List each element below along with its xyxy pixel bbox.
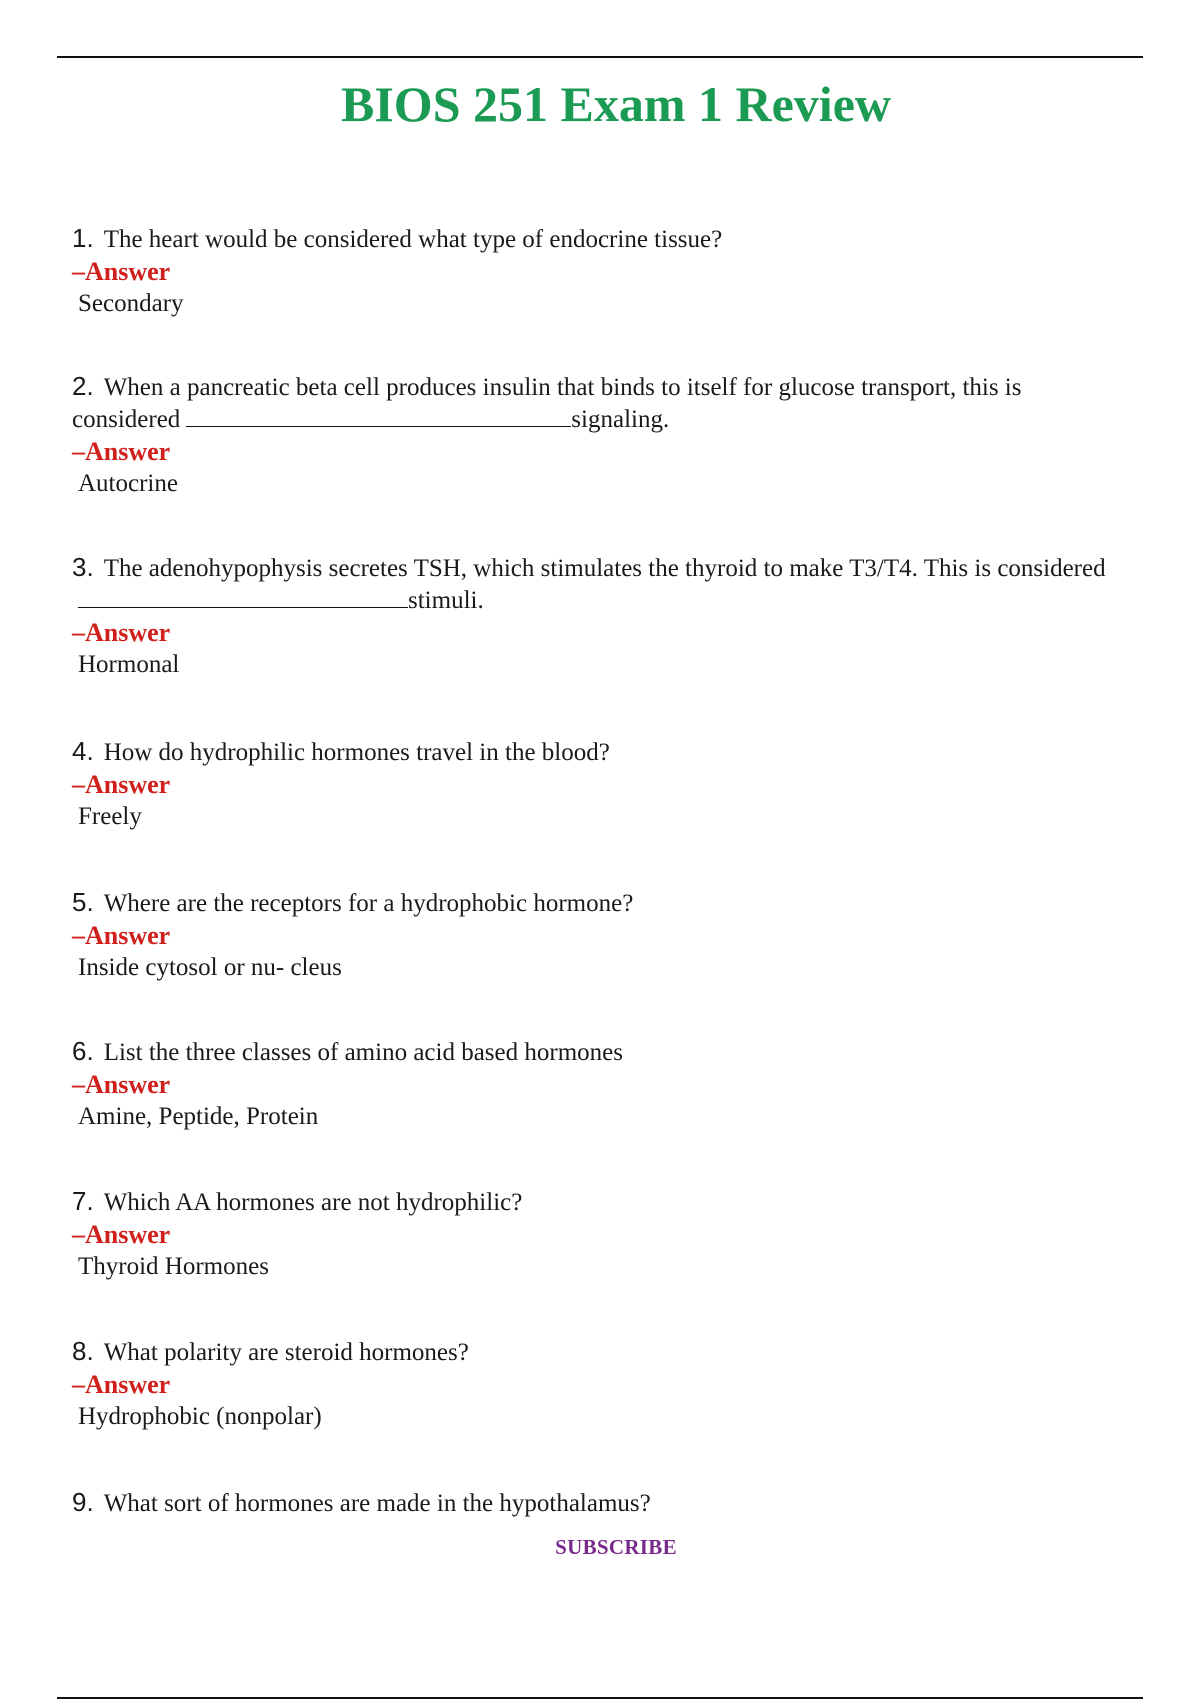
question-item-3	[72, 551, 1132, 681]
question-item-6	[72, 1035, 1132, 1133]
answer-label: –Answer	[72, 921, 171, 950]
question-prompt: What polarity are steroid hormones?	[103, 1339, 469, 1366]
question-text	[72, 886, 1132, 920]
question-number: 2.	[72, 371, 94, 401]
question-prompt: When a pancreatic beta cell produces insulin that binds to itself for glucose transport, this is considered	[72, 374, 1022, 433]
question-prompt: List the three classes of amino acid based hormones	[103, 1039, 623, 1066]
answer-text: Secondary	[78, 290, 184, 317]
subscribe-link[interactable]: SUBSCRIBE	[555, 1535, 677, 1559]
answer-label: –Answer	[72, 770, 171, 799]
answer-label: –Answer	[72, 257, 171, 286]
question-prompt: Where are the receptors for a hydrophobic hormone?	[103, 890, 634, 917]
question-prompt: The adenohypophysis secretes TSH, which stimulates the thyroid to make T3/T4. This is considered	[103, 555, 1106, 582]
answer-label: –Answer	[72, 618, 171, 647]
question-prompt: What sort of hormones are made in the hypothalamus?	[103, 1490, 651, 1517]
answer-text: Inside cytosol or nu- cleus	[78, 954, 342, 981]
question-number: 6.	[72, 1036, 94, 1066]
question-item-1	[72, 222, 1132, 320]
bottom-rule	[57, 1697, 1143, 1699]
question-number: 8.	[72, 1336, 94, 1366]
answer-label: –Answer	[72, 1070, 171, 1099]
question-prompt-end: signaling.	[571, 406, 670, 433]
fill-in-blank	[78, 587, 408, 608]
question-prompt: The heart would be considered what type of endocrine tissue?	[103, 226, 723, 253]
answer-label: –Answer	[72, 1220, 171, 1249]
question-item-2	[72, 370, 1132, 500]
answer-text: Thyroid Hormones	[78, 1253, 269, 1280]
page-title: BIOS 251 Exam 1 Review	[341, 76, 891, 132]
answer-label: –Answer	[72, 437, 171, 466]
question-prompt: Which AA hormones are not hydrophilic?	[103, 1189, 523, 1216]
question-item-5	[72, 886, 1132, 984]
question-number: 1.	[72, 223, 94, 253]
answer-text: Amine, Peptide, Protein	[78, 1103, 319, 1130]
answer-text: Hydrophobic (nonpolar)	[78, 1403, 322, 1430]
question-prompt-end: stimuli.	[408, 587, 484, 614]
question-text	[72, 735, 1132, 769]
question-number: 4.	[72, 736, 94, 766]
question-text	[72, 1486, 1132, 1520]
answer-text: Autocrine	[78, 470, 178, 497]
question-number: 9.	[72, 1487, 94, 1517]
question-text	[72, 1035, 1132, 1069]
fill-in-blank	[186, 406, 571, 427]
answer-label: –Answer	[72, 1370, 171, 1399]
question-text	[72, 222, 1132, 256]
question-number: 7.	[72, 1186, 94, 1216]
question-text	[72, 1185, 1132, 1219]
question-number: 5.	[72, 887, 94, 917]
question-item-7	[72, 1185, 1132, 1283]
answer-text: Hormonal	[78, 651, 180, 678]
question-text	[72, 370, 1132, 436]
question-text	[72, 1335, 1132, 1369]
question-number: 3.	[72, 552, 94, 582]
question-item-9	[72, 1486, 1132, 1520]
question-text	[72, 551, 1132, 617]
question-prompt: How do hydrophilic hormones travel in the blood?	[103, 739, 610, 766]
question-item-8	[72, 1335, 1132, 1433]
answer-text: Freely	[78, 803, 142, 830]
question-item-4	[72, 735, 1132, 833]
